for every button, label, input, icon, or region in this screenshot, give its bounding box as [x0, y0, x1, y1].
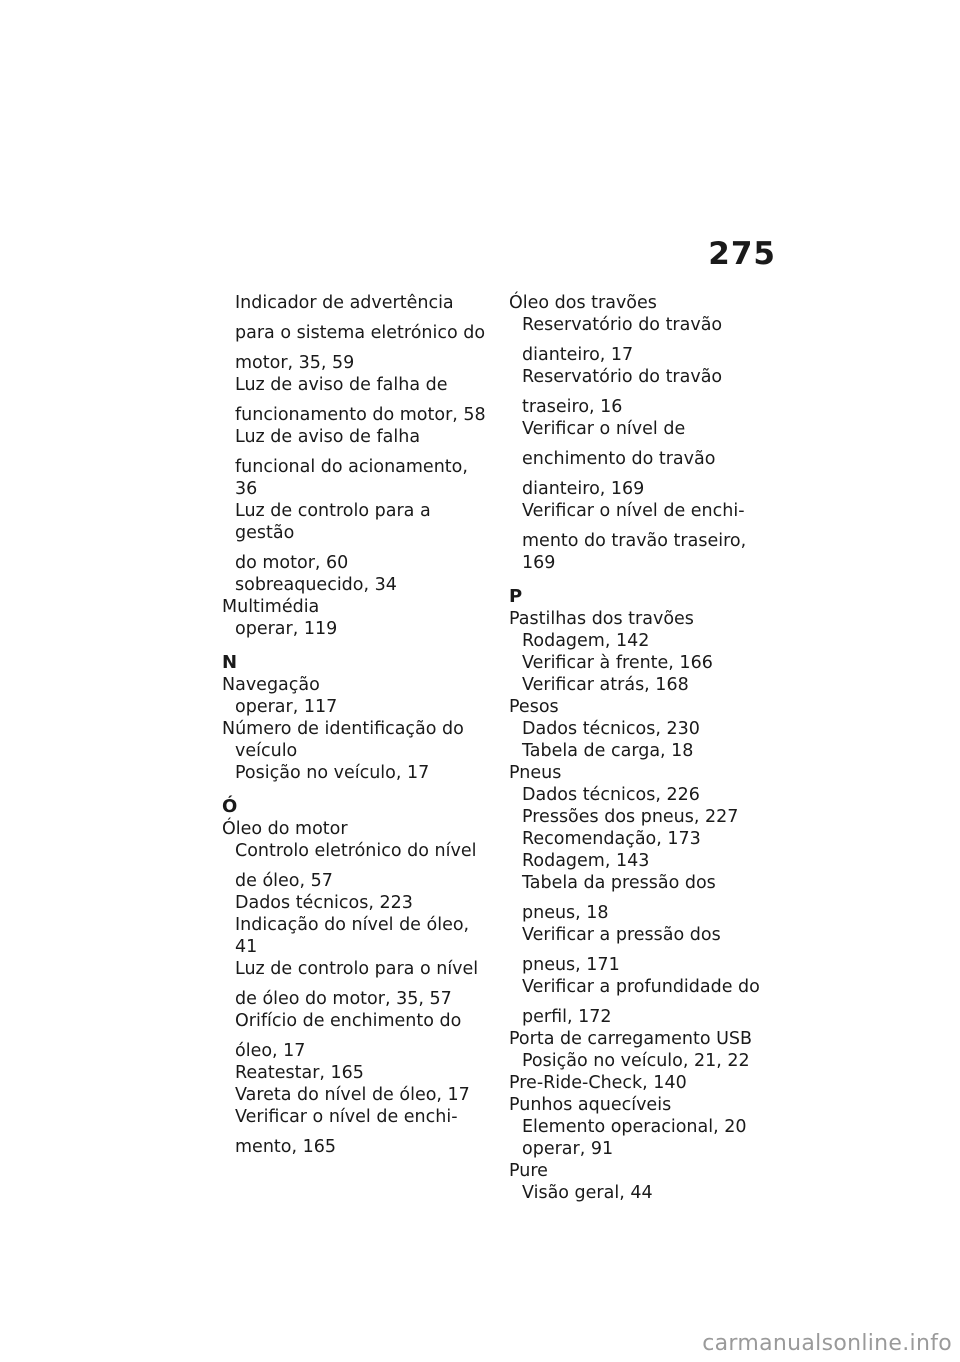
- index-main-entry: [509, 292, 781, 314]
- index-line: Luz de controlo para o nível: [235, 959, 479, 979]
- index-main-entry: [509, 608, 781, 630]
- index-line: Elemento operacional, 20: [522, 1117, 747, 1137]
- index-letter-heading: [222, 652, 490, 674]
- index-line: Reservatório do travão: [522, 367, 723, 387]
- index-sub-entry: [235, 618, 490, 640]
- index-line: motor, 35, 59: [235, 353, 355, 373]
- index-sub-entry: [522, 806, 781, 828]
- index-line: operar, 117: [235, 697, 338, 717]
- index-sub-entry: [522, 1050, 781, 1072]
- index-sub-entry: [235, 500, 490, 574]
- index-line: Reservatório do travão: [522, 315, 723, 335]
- index-line: Pre-Ride-Check, 140: [509, 1073, 687, 1093]
- index-line: Dados técnicos, 226: [522, 785, 700, 805]
- index-letter-heading: [222, 796, 490, 818]
- index-sub-entry: [522, 718, 781, 740]
- index-line: Indicação do nível de óleo, 41: [235, 915, 470, 957]
- index-line: Verificar o nível de enchi-: [522, 501, 745, 521]
- index-sub-entry: [522, 366, 781, 418]
- index-line: Pure: [509, 1161, 548, 1181]
- index-main-entry: [509, 762, 781, 784]
- index-line: operar, 119: [235, 619, 338, 639]
- index-line: Controlo eletrónico do nível: [235, 841, 477, 861]
- index-sub-entry: [522, 314, 781, 366]
- index-line: de óleo do motor, 35, 57: [235, 989, 452, 1009]
- index-main-entry: [222, 596, 490, 618]
- index-line: N: [222, 652, 238, 673]
- index-line: Luz de aviso de falha de: [235, 375, 448, 395]
- index-line: Verificar o nível de enchi-: [235, 1107, 458, 1127]
- index-line: traseiro, 16: [522, 397, 623, 417]
- index-line: Verificar o nível de: [522, 419, 686, 439]
- index-sub-entry: [522, 1138, 781, 1160]
- index-line: mento do travão traseiro, 169: [522, 531, 747, 573]
- index-line: Óleo dos travões: [509, 293, 657, 313]
- index-line: Rodagem, 142: [522, 631, 650, 651]
- page-number: 275: [708, 236, 776, 272]
- index-line: sobreaquecido, 34: [235, 575, 397, 595]
- index-sub-entry: [522, 674, 781, 696]
- index-sub-entry: [522, 828, 781, 850]
- index-line: Tabela da pressão dos: [522, 873, 716, 893]
- index-sub-entry: [235, 914, 490, 958]
- index-line: Indicador de advertência: [235, 293, 454, 313]
- index-sub-entry: [522, 500, 781, 574]
- index-sub-entry: [235, 762, 490, 784]
- index-line: perfil, 172: [522, 1007, 612, 1027]
- index-line: de óleo, 57: [235, 871, 333, 891]
- index-line: Pressões dos pneus, 227: [522, 807, 739, 827]
- index-sub-entry: [522, 1116, 781, 1138]
- index-line: Vareta do nível de óleo, 17: [235, 1085, 470, 1105]
- index-sub-entry: [235, 1084, 490, 1106]
- index-line: mento, 165: [235, 1137, 337, 1157]
- index-sub-entry: [235, 958, 490, 1010]
- index-sub-entry: [522, 784, 781, 806]
- index-sub-entry: [522, 652, 781, 674]
- index-line: Óleo do motor: [222, 819, 348, 839]
- index-line: Visão geral, 44: [522, 1183, 653, 1203]
- watermark: carmanualsonline.info: [702, 1331, 952, 1356]
- index-line: Porta de carregamento USB: [509, 1029, 753, 1049]
- index-sub-entry: [235, 374, 490, 426]
- index-main-entry: [509, 1072, 781, 1094]
- index-line: Punhos aquecíveis: [509, 1095, 672, 1115]
- index-sub-entry: [235, 892, 490, 914]
- index-line: operar, 91: [522, 1139, 614, 1159]
- index-line: Dados técnicos, 223: [235, 893, 413, 913]
- index-line: Verificar à frente, 166: [522, 653, 713, 673]
- index-sub-entry: [235, 1010, 490, 1062]
- index-column-right: [509, 292, 781, 1204]
- index-sub-entry: [235, 840, 490, 892]
- index-main-entry: [222, 674, 490, 696]
- index-main-entry: [509, 1028, 781, 1050]
- index-line: Navegação: [222, 675, 320, 695]
- index-sub-entry: [235, 574, 490, 596]
- index-line: Luz de controlo para a gestão: [235, 501, 431, 543]
- index-main-entry: [509, 1160, 781, 1182]
- index-sub-entry: [522, 872, 781, 924]
- index-line: Tabela de carga, 18: [522, 741, 694, 761]
- index-line: dianteiro, 169: [522, 479, 645, 499]
- index-main-entry: [222, 818, 490, 840]
- index-sub-entry: [522, 630, 781, 652]
- index-sub-entry: [522, 418, 781, 500]
- index-sub-entry: [235, 292, 490, 374]
- index-line: Luz de aviso de falha: [235, 427, 421, 447]
- index-line: óleo, 17: [235, 1041, 306, 1061]
- index-main-entry: [509, 696, 781, 718]
- index-line: Rodagem, 143: [522, 851, 650, 871]
- index-line: pneus, 171: [522, 955, 620, 975]
- index-letter-heading: [509, 586, 781, 608]
- index-sub-entry: [235, 1106, 490, 1158]
- index-sub-entry: [522, 850, 781, 872]
- index-column-left: [222, 292, 490, 1158]
- index-sub-entry: [522, 1182, 781, 1204]
- index-line: do motor, 60: [235, 553, 349, 573]
- index-line: Verificar a pressão dos: [522, 925, 721, 945]
- index-line: Pastilhas dos travões: [509, 609, 694, 629]
- index-line: enchimento do travão: [522, 449, 716, 469]
- index-line: veículo: [235, 741, 298, 761]
- index-line: Ó: [222, 796, 238, 817]
- index-sub-entry: [235, 696, 490, 718]
- index-line: funcionamento do motor, 58: [235, 405, 486, 425]
- index-main-entry: [222, 718, 490, 762]
- index-line: dianteiro, 17: [522, 345, 634, 365]
- index-main-entry: [509, 1094, 781, 1116]
- index-line: Número de identificação do: [222, 719, 464, 739]
- index-line: Pneus: [509, 763, 562, 783]
- index-line: Recomendação, 173: [522, 829, 701, 849]
- index-sub-entry: [235, 1062, 490, 1084]
- index-line: Verificar a profundidade do: [522, 977, 760, 997]
- index-line: Posição no veículo, 21, 22: [522, 1051, 750, 1071]
- index-line: pneus, 18: [522, 903, 609, 923]
- index-line: Posição no veículo, 17: [235, 763, 430, 783]
- index-line: para o sistema eletrónico do: [235, 323, 486, 343]
- index-line: Reatestar, 165: [235, 1063, 364, 1083]
- index-line: P: [509, 586, 523, 607]
- index-sub-entry: [522, 976, 781, 1028]
- index-sub-entry: [522, 740, 781, 762]
- index-line: Dados técnicos, 230: [522, 719, 700, 739]
- index-line: Pesos: [509, 697, 559, 717]
- index-sub-entry: [522, 924, 781, 976]
- index-line: Multimédia: [222, 597, 320, 617]
- index-line: funcional do acionamento, 36: [235, 457, 468, 499]
- index-line: Orifício de enchimento do: [235, 1011, 462, 1031]
- index-line: Verificar atrás, 168: [522, 675, 689, 695]
- index-sub-entry: [235, 426, 490, 500]
